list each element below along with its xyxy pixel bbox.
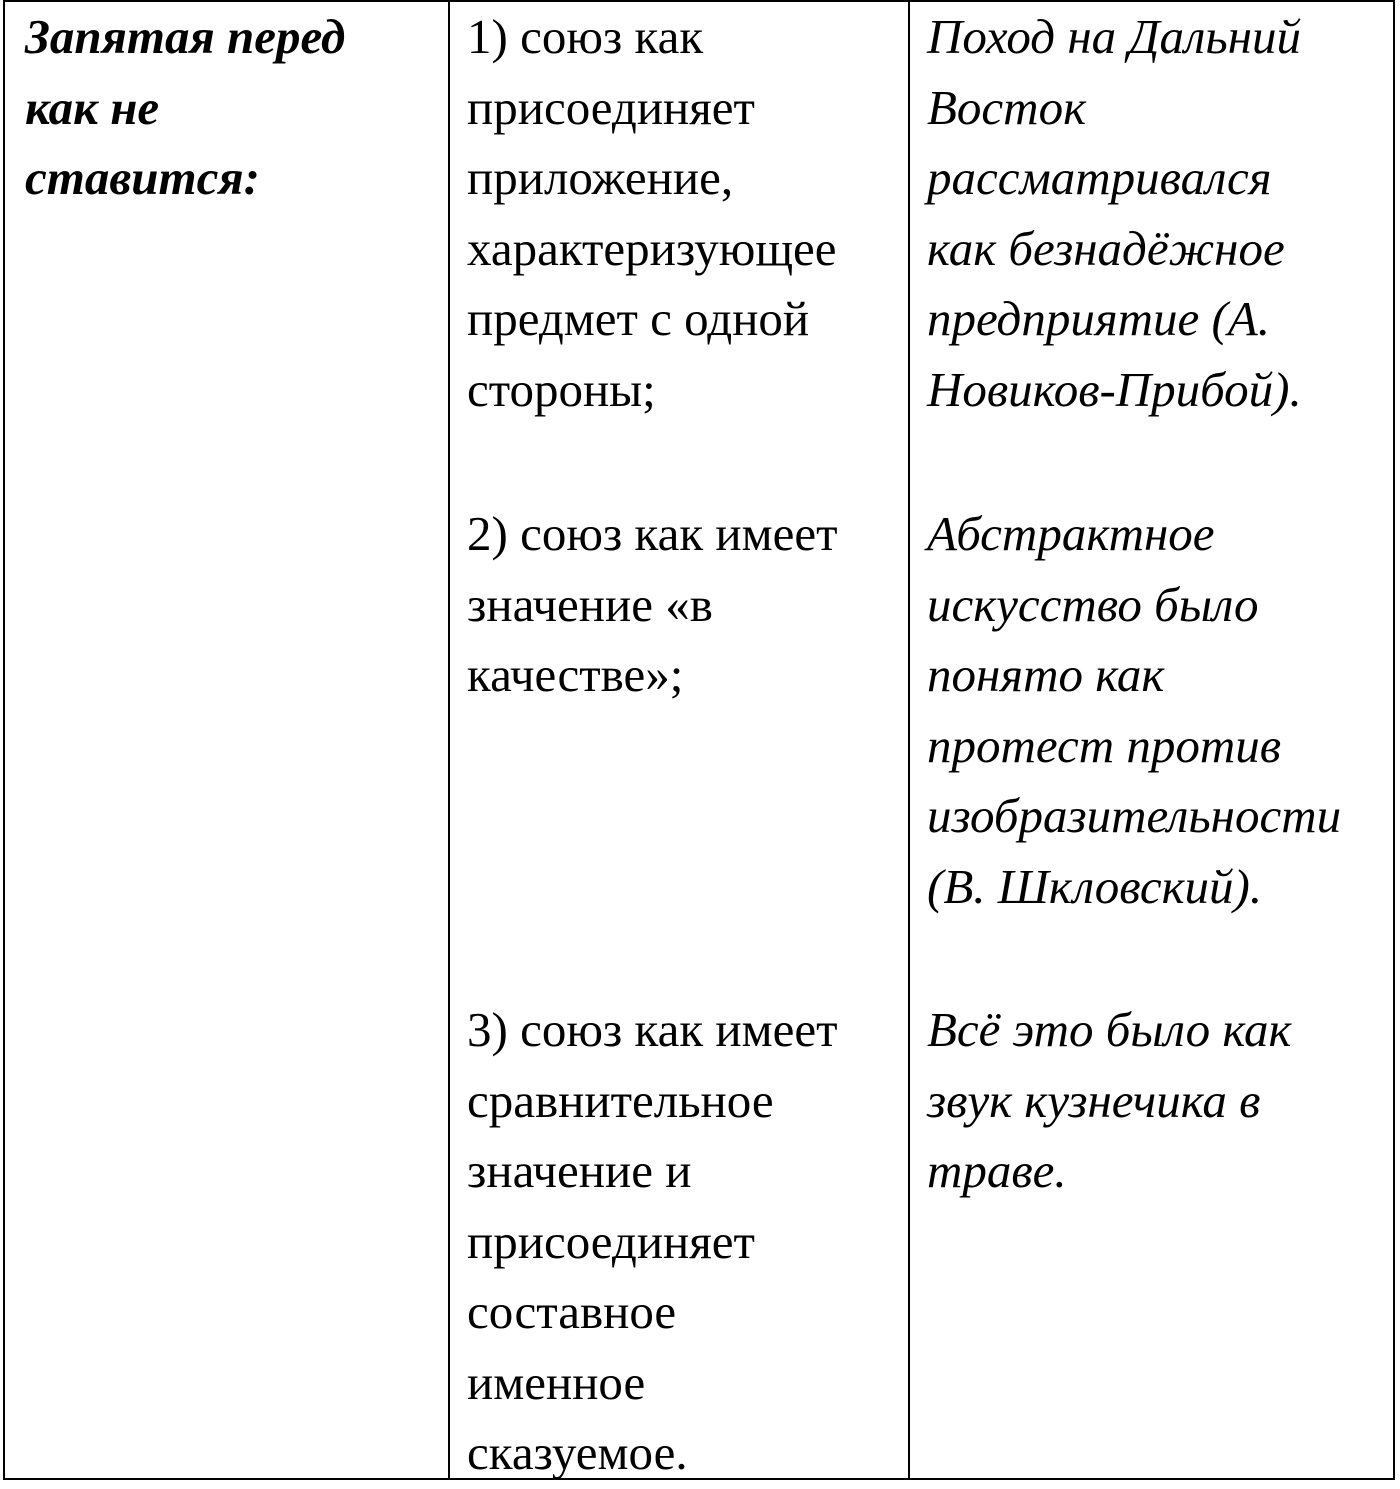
condition-line: 1) союз как (467, 9, 704, 64)
example-line: рассматривался (927, 150, 1272, 205)
condition-line: приложение, (467, 150, 734, 205)
example-line: Поход на Дальний (927, 9, 1302, 64)
example-line: изобразительности (927, 788, 1342, 843)
example-2 (927, 499, 1397, 922)
punctuation-rule-table (3, 0, 1395, 1480)
rule-heading-line: ставится: (25, 150, 260, 205)
condition-line: 2) союз как имеет (467, 506, 838, 561)
condition-line: значение «в (467, 576, 713, 632)
condition-line: составное (467, 1284, 677, 1339)
condition-line: значение и (467, 1143, 692, 1198)
condition-line: присоединяет (467, 1213, 755, 1269)
example-line: звук кузнечика в (927, 1072, 1261, 1128)
column-divider (908, 2, 910, 1478)
condition-line: стороны; (467, 361, 656, 417)
condition-line: сравнительное (467, 1072, 774, 1128)
column-divider (448, 2, 450, 1478)
condition-line: характеризующее (467, 220, 837, 276)
condition-line: 3) союз как имеет (467, 1002, 838, 1057)
example-line: предприятие (А. (927, 291, 1270, 346)
condition-line: присоединяет (467, 79, 755, 135)
example-line: Восток (927, 79, 1086, 135)
condition-item-2 (467, 499, 897, 711)
rule-heading-line: Запятая перед (25, 9, 346, 64)
condition-line: именное (467, 1354, 646, 1410)
example-line: как безнадёжное (927, 220, 1285, 276)
example-3 (927, 995, 1397, 1207)
example-line: Всё это было как (927, 1002, 1292, 1057)
rule-heading-cell (25, 2, 435, 214)
condition-line: качестве»; (467, 647, 684, 702)
condition-line: предмет с одной (467, 291, 810, 346)
example-line: Новиков-Прибой). (927, 361, 1302, 417)
example-1 (927, 2, 1397, 425)
condition-item-1 (467, 2, 897, 425)
example-line: (В. Шкловский). (927, 858, 1263, 914)
condition-item-3 (467, 995, 897, 1489)
example-line: понято как (927, 647, 1165, 702)
example-line: искусство было (927, 576, 1259, 632)
condition-line: сказуемое. (467, 1425, 688, 1480)
example-line: траве. (927, 1143, 1067, 1198)
rule-heading-line: как не (25, 79, 160, 135)
example-line: Абстрактное (927, 506, 1215, 561)
example-line: протест против (927, 717, 1282, 773)
